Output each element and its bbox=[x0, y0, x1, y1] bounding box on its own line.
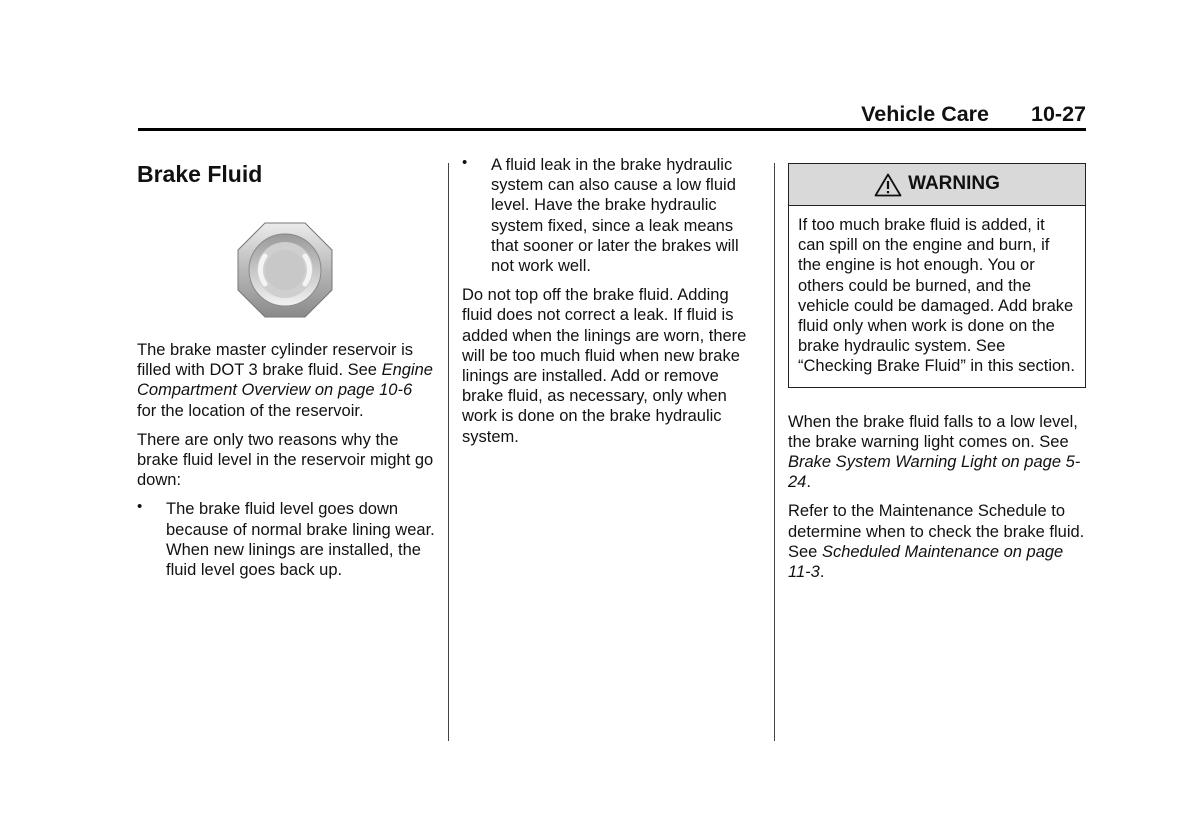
column-divider-2 bbox=[774, 163, 775, 741]
bullet-list bbox=[462, 155, 762, 276]
warning-box bbox=[788, 163, 1086, 388]
column-3 bbox=[788, 163, 1086, 591]
section-heading: Brake Fluid bbox=[137, 161, 263, 187]
section-title: Vehicle Care bbox=[861, 102, 989, 126]
list-item: • The brake fluid level goes down because of normal brake lining wear. When new linings are installed, the fluid level goes back up. bbox=[137, 499, 435, 580]
paragraph-maintenance: Refer to the Maintenance Schedule to determine when to check the brake fluid. See Scheduled Maintenance on page 11-3. bbox=[788, 502, 1085, 582]
cross-reference: Engine Compartment Overview on page 10-6 bbox=[137, 361, 433, 400]
brake-fluid-reservoir-cap-icon bbox=[237, 222, 333, 318]
column-2 bbox=[462, 155, 762, 456]
cross-reference: Scheduled Maintenance on page 11-3 bbox=[788, 542, 1064, 582]
warning-triangle-icon bbox=[874, 173, 902, 197]
column-1 bbox=[137, 155, 435, 589]
warning-label: WARNING bbox=[908, 173, 1000, 195]
page-number: 10-27 bbox=[1031, 102, 1086, 126]
warning-header bbox=[789, 164, 1085, 206]
page-header bbox=[138, 101, 1086, 127]
paragraph-reasons: There are only two reasons why the brake fluid level in the reservoir might go down: bbox=[137, 430, 434, 490]
list-item: • A fluid leak in the brake hydraulic system can also cause a low fluid level. Have the brake hydraulic system fixed, since a leak means that sooner or later the brakes will not work well. bbox=[462, 155, 762, 276]
paragraph-reservoir: The brake master cylinder reservoir is filled with DOT 3 brake fluid. See Engine Compartment Overview on page 10-6 for the location of the reservoir. bbox=[137, 341, 433, 420]
bullet-list bbox=[137, 499, 435, 580]
cross-reference: Brake System Warning Light on page 5-24 bbox=[788, 453, 1081, 492]
paragraph-top-off: Do not top off the brake fluid. Adding fluid does not correct a leak. If fluid is added when the linings are worn, there will be too much fluid when new brake linings are installed. Add or remove brake fluid, as necessary, only when work is done on the brake hydraulic system. bbox=[462, 286, 747, 446]
warning-text: If too much brake fluid is added, it can spill on the engine and burn, if the engine is hot enough. You or others could be burned, and the vehicle could be damaged. Add brake fluid only when work is done on the brake hydraulic system. See “Checking Brake Fluid” in this section. bbox=[798, 216, 1075, 376]
paragraph-warning-light: When the brake fluid falls to a low level, the brake warning light comes on. See Brake System Warning Light on page 5-24. bbox=[788, 412, 1081, 492]
header-rule bbox=[138, 128, 1086, 131]
column-divider-1 bbox=[448, 163, 449, 741]
